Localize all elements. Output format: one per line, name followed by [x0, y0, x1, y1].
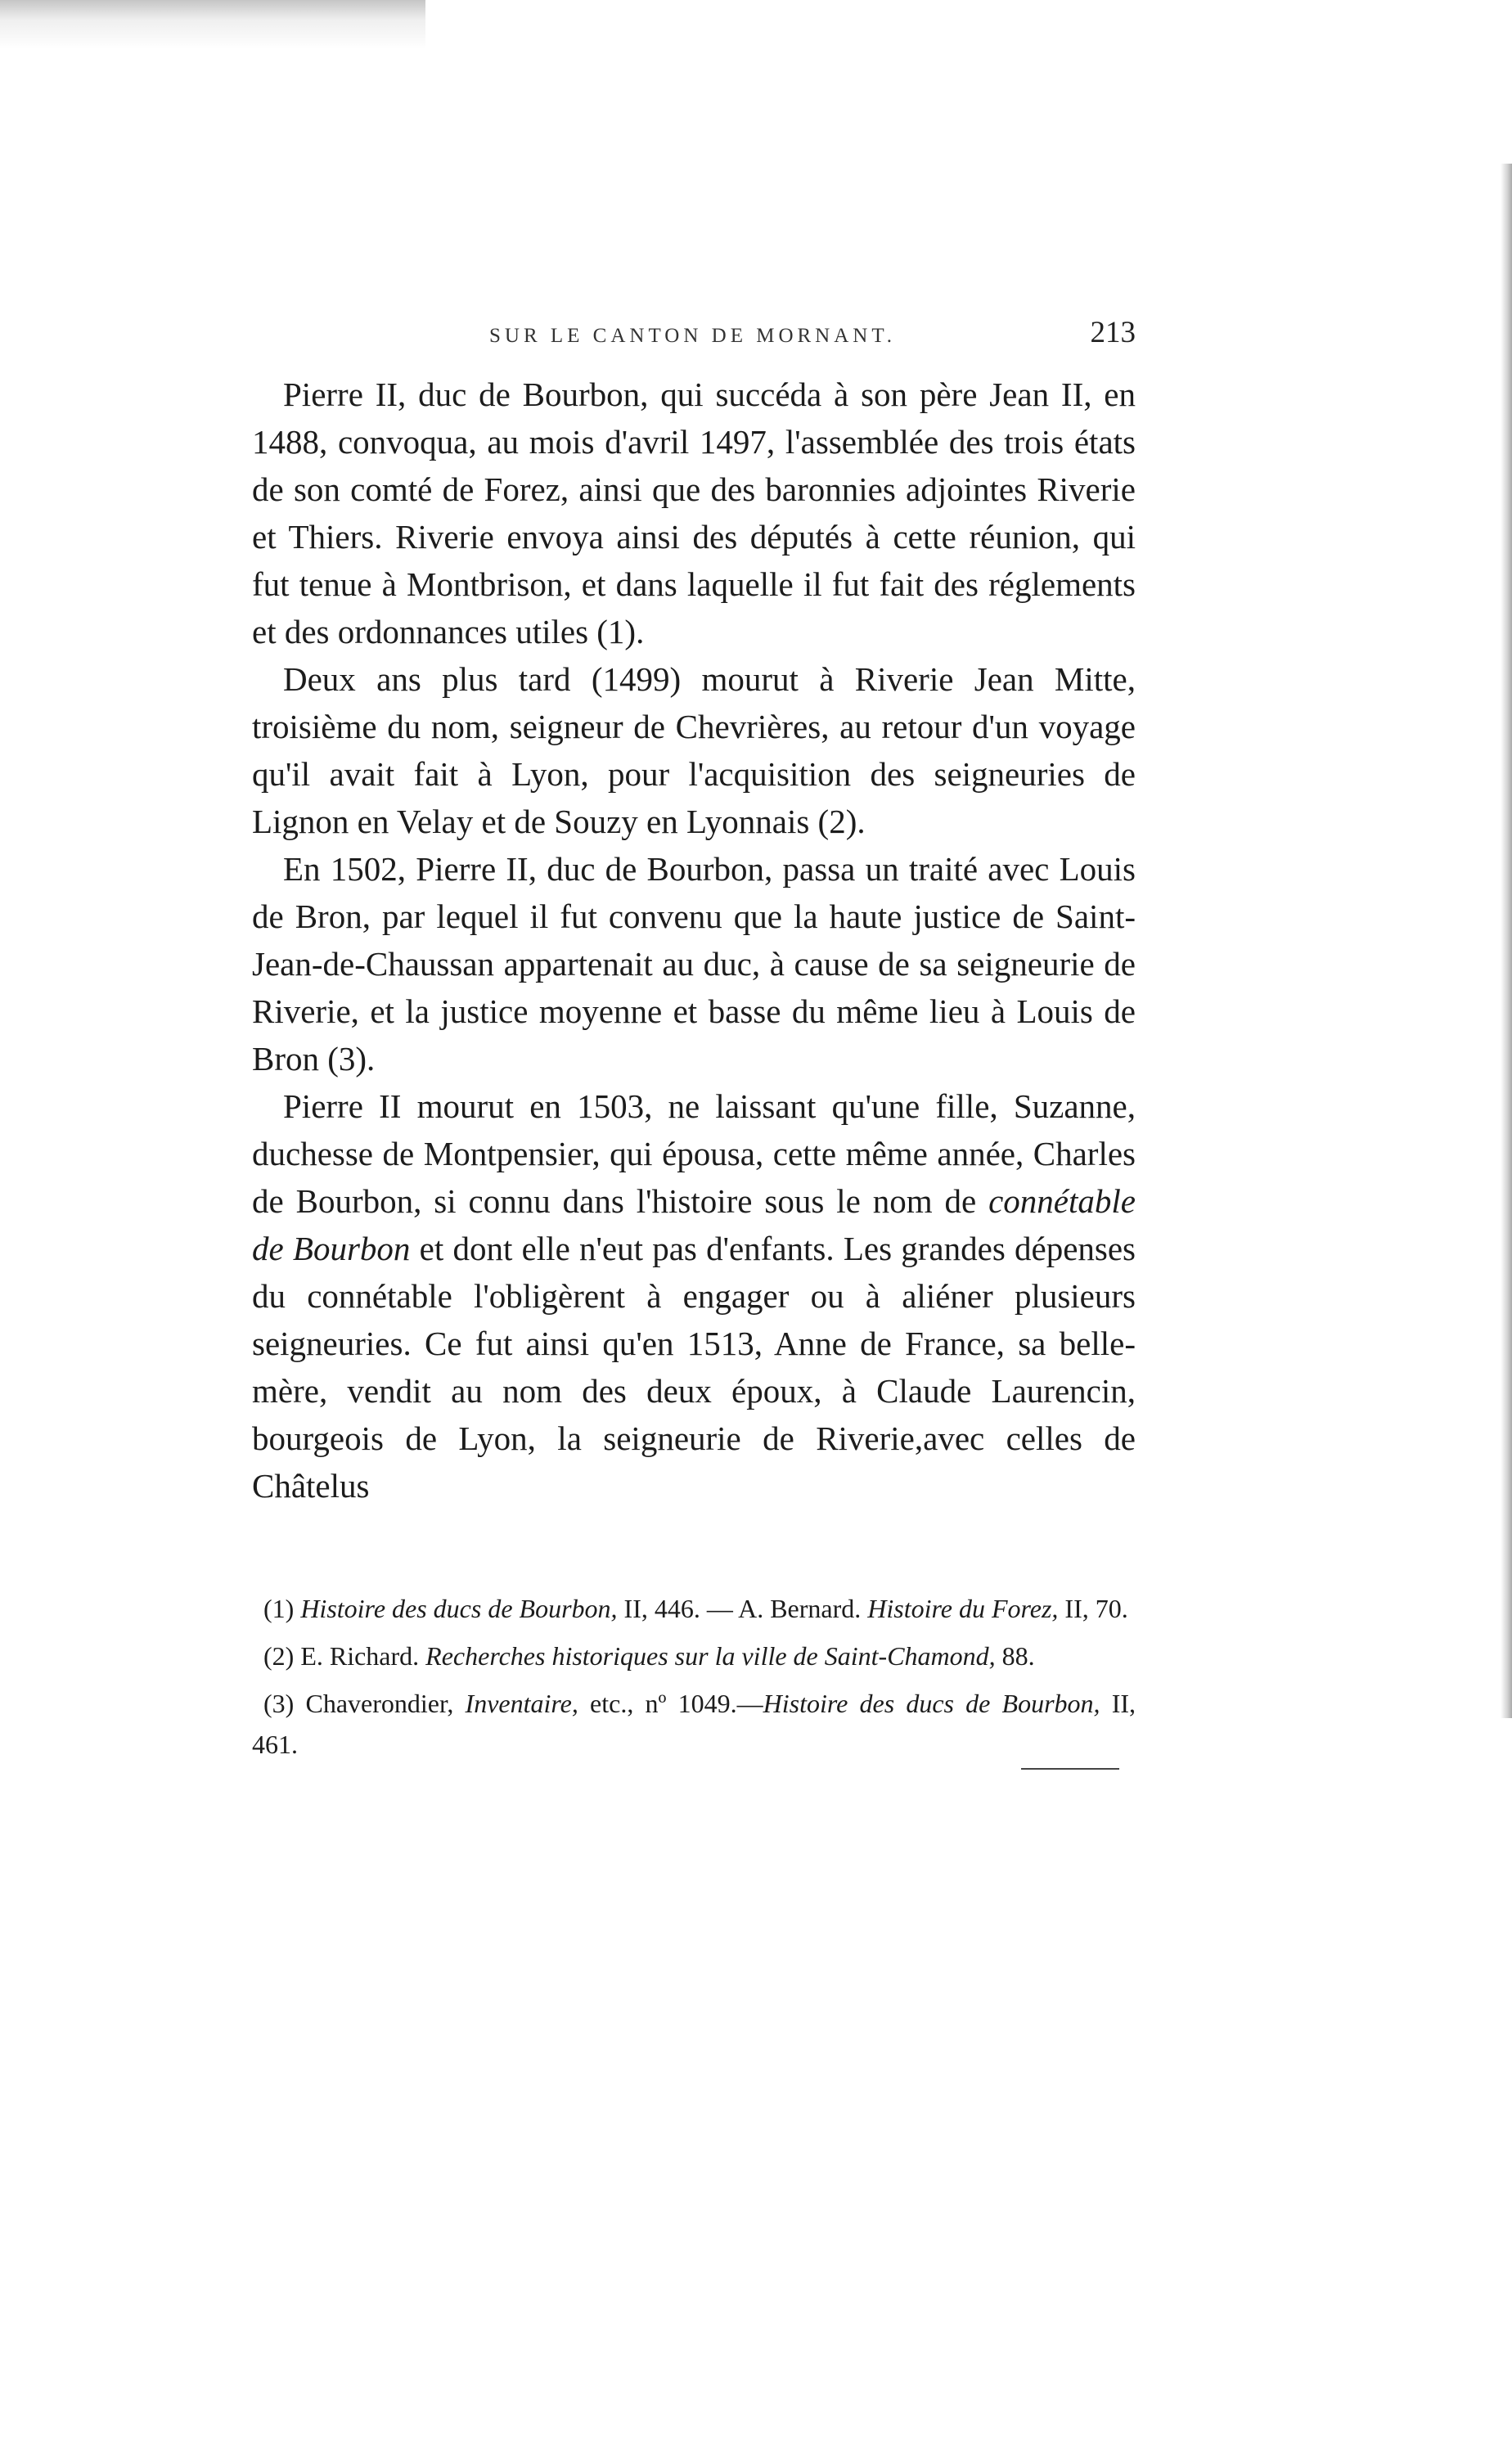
footnote-1-marker: (1) — [263, 1594, 295, 1623]
footnote-end-rule — [1021, 1768, 1119, 1770]
footnote-3-text-b: etc., nº 1049.— — [578, 1689, 763, 1718]
paragraph-3: En 1502, Pierre II, duc de Bourbon, passa un traité avec Louis de Bron, par lequel il fut convenu que la haute justice de Saint-Jean-de-Chaussan appartenait au duc, à cause de sa seigneurie de Riverie, et la justice moyenne et basse du même lieu à Louis de Bron (3). — [252, 850, 1136, 1078]
running-head — [252, 315, 1136, 361]
paragraph-4 — [252, 1082, 1136, 1509]
footnote-3-text-c: II, 461. — [252, 1689, 1136, 1759]
footnote-2-marker: (2) — [263, 1641, 295, 1671]
paragraph-4-text-b: et dont elle n'eut pas d'enfants. Les grandes dépenses du connétable l'obligèrent à engager ou à aliéner plusieurs seigneuries. Ce fut ainsi qu'en 1513, Anne de France, sa belle-mère, vendit au nom des deux époux, à Claude Laurencin, bourgeois de Lyon, la seigneurie de Riverie,avec celles de Châtelus — [252, 1230, 1136, 1505]
paragraph-1: Pierre II, duc de Bourbon, qui succéda à son père Jean II, en 1488, convoqua, au mois d'avril 1497, l'assemblée des trois états de son comté de Forez, ainsi que des baronnies adjointes Riverie et Thiers. Riverie envoya ainsi des députés à cette réunion, qui fut tenue à Montbrison, et dans laquelle il fut fait des réglements et des ordonnances utiles (1). — [252, 376, 1136, 650]
paragraph-4-italic: connétable de Bourbon — [252, 1182, 1136, 1267]
footnote-1 — [252, 1588, 1136, 1629]
footnote-1-italic-a: Histoire des ducs de Bourbon, — [300, 1594, 618, 1623]
footnote-2-text-a: E. Richard. — [294, 1641, 426, 1671]
footnote-2 — [252, 1635, 1136, 1676]
scan-shadow-right — [1501, 164, 1512, 1718]
page-number: 213 — [1090, 316, 1136, 349]
book-page — [252, 315, 1136, 1771]
scan-shadow-top — [0, 0, 425, 49]
footnote-1-text-a: II, 446. — A. Bernard. — [617, 1594, 868, 1623]
body-text — [252, 371, 1136, 1509]
paragraph-4-text-a: Pierre II mourut en 1503, ne laissant qu'une fille, Suzanne, duchesse de Montpensier, qui épousa, cette même année, Charles de Bourbon, si connu dans l'histoire sous le nom de — [252, 1087, 1136, 1220]
footnote-3-text-a: Chaverondier, — [294, 1689, 466, 1718]
footnote-1-italic-b: Histoire du Forez, — [867, 1594, 1059, 1623]
footnote-2-italic: Recherches historiques sur la ville de Saint-Chamond, — [425, 1641, 996, 1671]
running-title: SUR LE CANTON DE MORNANT. — [489, 325, 896, 347]
footnote-3-italic-b: Histoire des ducs de Bourbon, — [763, 1689, 1100, 1718]
paragraph-2: Deux ans plus tard (1499) mourut à Riverie Jean Mitte, troisième du nom, seigneur de Chevrières, au retour d'un voyage qu'il avait fait à Lyon, pour l'acquisition des seigneuries de Lignon en Velay et de Souzy en Lyonnais (2). — [252, 660, 1136, 840]
footnotes — [252, 1588, 1136, 1765]
footnote-3 — [252, 1683, 1136, 1765]
footnote-1-text-b: II, 70. — [1058, 1594, 1128, 1623]
footnote-2-text-b: 88. — [995, 1641, 1035, 1671]
footnote-3-marker: (3) — [263, 1689, 295, 1718]
footnote-3-italic-a: Inventaire, — [465, 1689, 578, 1718]
